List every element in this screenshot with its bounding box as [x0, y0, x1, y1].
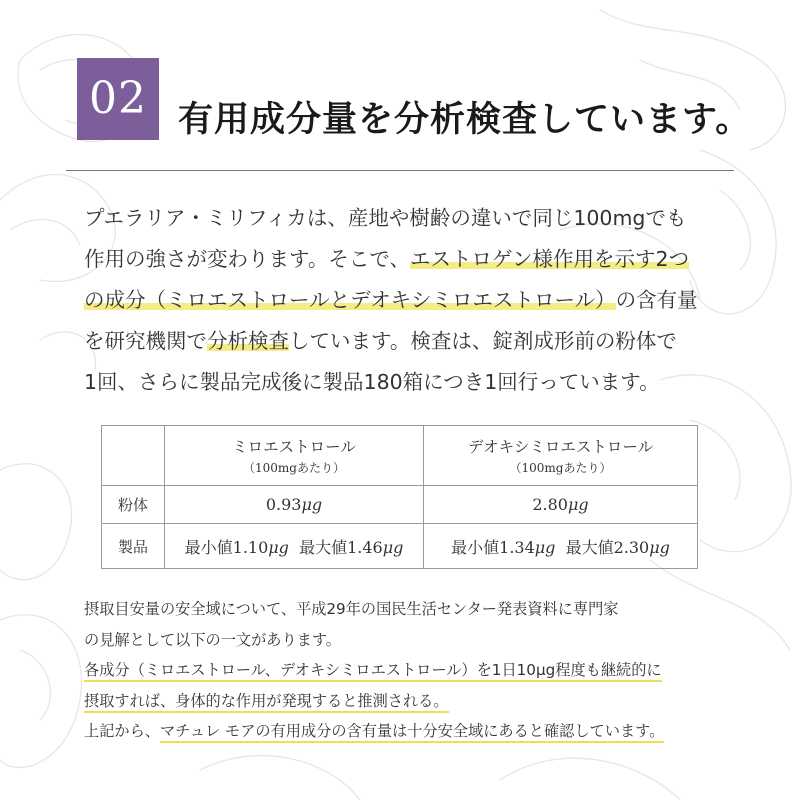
- table-row-product: [102, 524, 698, 569]
- title-divider: [66, 170, 734, 171]
- unit-text: μg: [567, 495, 589, 514]
- row-label-product: 製品: [102, 524, 165, 569]
- table-header-row: [102, 426, 698, 486]
- intro-line-3-text: の含有量: [615, 288, 698, 312]
- max-label: 最大値: [565, 537, 614, 557]
- table-corner-cell: [102, 426, 165, 486]
- powder-miroestrol-num: 0.93: [265, 495, 302, 514]
- underlined-quote: 摂取すれば、身体的な作用が発現すると推測される。: [84, 692, 449, 713]
- product-miroestrol-range: [165, 524, 424, 569]
- section-number-badge: 02: [77, 58, 159, 140]
- min-label: 最小値: [451, 537, 500, 557]
- underlined-conclusion: マチュレ モアの有用成分の含有量は十分安全域にあると確認しています。: [160, 722, 664, 743]
- notes-line-1: 摂取目安量の安全域について、平成29年の国民生活センター発表資料に専門家: [84, 600, 619, 618]
- unit-text: μg: [301, 495, 323, 514]
- intro-line-4: [84, 321, 734, 362]
- intro-paragraph: [84, 198, 734, 403]
- highlighted-text: の成分（ミロエストロールとデオキシミロエストロール）: [84, 288, 616, 312]
- max-value: 1.46: [347, 537, 383, 557]
- header-miroestrol: [165, 426, 424, 486]
- notes-line-3: [84, 655, 744, 686]
- notes-line-4: [84, 686, 744, 717]
- unit-text: μg: [268, 537, 289, 557]
- unit-text: μg: [649, 537, 670, 557]
- intro-line-4-text-a: を研究機関で: [84, 329, 207, 353]
- intro-line-2: [84, 239, 734, 280]
- intro-line-3: [84, 280, 734, 321]
- notes-line-2: の見解として以下の一文があります。: [84, 630, 341, 649]
- underlined-quote: 各成分（ミロエストロール、デオキシミロエストロール）を1日10μg程度も継続的に: [84, 661, 662, 682]
- safety-notes: [84, 594, 744, 747]
- header-miroestrol-unit: （100mgあたり）: [243, 461, 345, 475]
- intro-line-4-text-b: しています。検査は、錠剤成形前の粉体で: [289, 329, 677, 353]
- intro-line-1: プエラリア・ミリフィカは、産地や樹齢の違いで同じ100mgでも: [84, 206, 687, 230]
- row-label-powder: 粉体: [102, 486, 165, 524]
- intro-line-5: 1回、さらに製品完成後に製品180箱につき1回行っています。: [84, 370, 660, 394]
- powder-miroestrol-value: [165, 486, 424, 524]
- powder-deoxymiroestrol-value: [424, 486, 698, 524]
- ingredient-content-table: [101, 425, 698, 569]
- min-value: 1.10: [232, 537, 269, 557]
- header-deoxymiroestrol-name: デオキシミロエストロール: [467, 438, 654, 456]
- notes-line-5: [84, 716, 744, 747]
- unit-text: μg: [534, 537, 556, 557]
- table-row-powder: [102, 486, 698, 524]
- notes-line-5-text: 上記から、: [84, 722, 160, 740]
- powder-deoxymiroestrol-num: 2.80: [532, 495, 568, 514]
- highlighted-text: エストロゲン様作用を示す2つ: [409, 247, 690, 271]
- product-deoxymiroestrol-range: [424, 524, 698, 569]
- min-value: 1.34: [499, 537, 535, 557]
- unit-text: μg: [382, 537, 404, 557]
- header-deoxymiroestrol: [424, 426, 698, 486]
- header-miroestrol-name: ミロエストロール: [232, 438, 356, 456]
- header-deoxymiroestrol-unit: （100mgあたり）: [509, 461, 612, 475]
- max-value: 2.30: [613, 537, 650, 557]
- min-label: 最小値: [184, 537, 233, 557]
- highlighted-text: 分析検査: [207, 329, 289, 353]
- intro-line-2-text: 作用の強さが変わります。そこで、: [84, 247, 410, 271]
- section-title: 有用成分量を分析検査しています。: [178, 99, 752, 140]
- max-label: 最大値: [299, 537, 348, 557]
